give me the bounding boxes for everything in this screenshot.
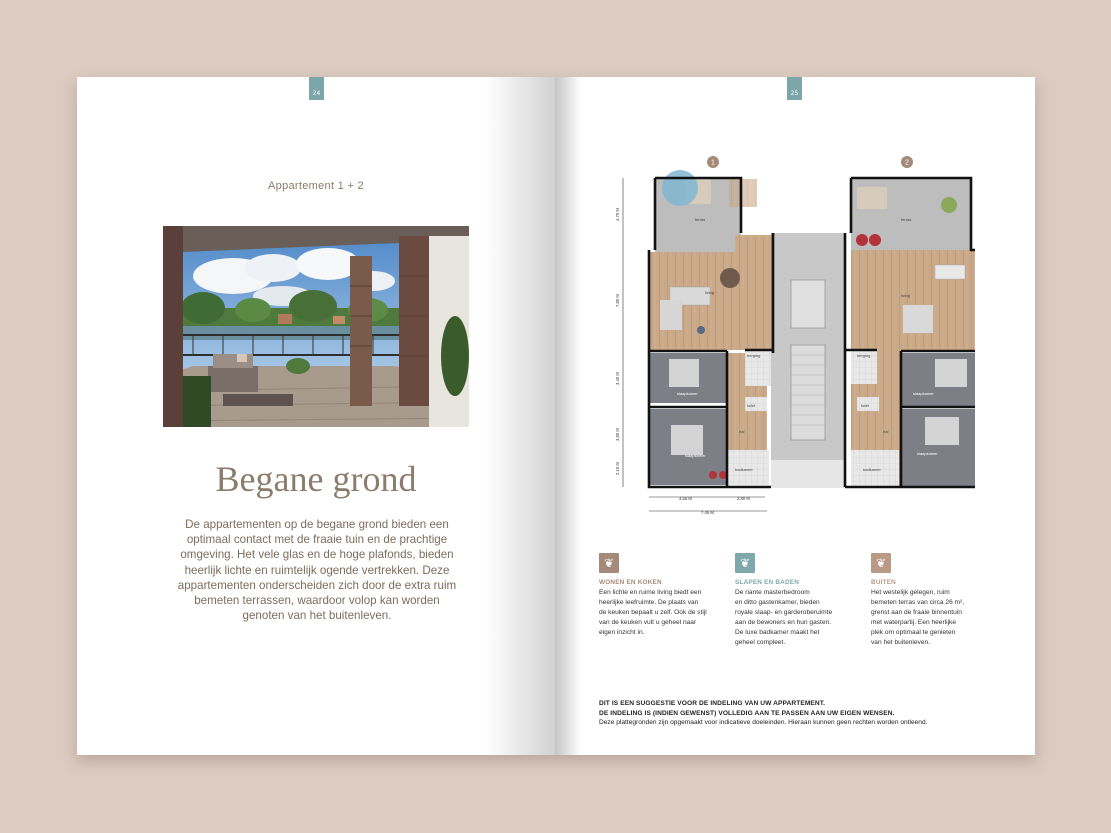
dim-780: 7,80 M [615, 294, 620, 307]
leaf-icon: ❦ [599, 553, 619, 573]
room-label-hal-1: hal [739, 429, 745, 434]
page-number-left: 24 [309, 77, 324, 100]
dim-380: 3,80 M [615, 428, 620, 441]
feature-text: De riante masterbedroom en ditto gastenkamer, bieden royale slaap- en garderoberuimte aan de bewoners en hun gasten. De luxe badkamer maakt het geheel compleet. [735, 589, 833, 646]
dim-745: 7,45 M [701, 510, 714, 515]
room-label-living-2: living [901, 293, 911, 298]
unit-marker-1 [707, 156, 719, 168]
room-label-berging-1: berging [747, 353, 761, 358]
gutter-shadow-right [555, 77, 581, 755]
terrace-photo [163, 226, 469, 427]
unit-marker-2 [901, 156, 913, 168]
room-label-hal-2: hal [883, 429, 889, 434]
disclaimer-line-3: Deze plattegronden zijn opgemaakt voor indicatieve doeleinden. Hieraan kunnen geen rechten worden ontleend. [599, 719, 928, 727]
feature-slapen [735, 553, 855, 648]
gutter-shadow [485, 77, 555, 755]
section-subtitle: Appartement 1 + 2 [268, 180, 364, 192]
dim-455: 4,55 M [679, 496, 692, 501]
room-label-terras-1: terras [695, 217, 706, 222]
dim-470: 4,70 M [615, 208, 620, 221]
brochure-spread [77, 77, 1035, 755]
disclaimer-line-2: DE INDELING IS (INDIEN GEWENST) VOLLEDIG AAN TE PASSEN AAN UW EIGEN WENSEN. [599, 709, 895, 717]
unit-2-plan [845, 178, 975, 487]
left-page [77, 77, 555, 755]
room-label-terras-2: terras [901, 217, 912, 222]
disclaimer-line-1: DIT IS EEN SUGGESTIE VOOR DE INDELING VAN UW APPARTEMENT. [599, 700, 826, 707]
room-label-badkamer-1: badkamer [735, 467, 753, 472]
room-label-slaapkamer-1b: slaapkamer [685, 453, 706, 458]
floor-plan [595, 145, 975, 525]
feature-wonen [599, 553, 719, 638]
room-label-slaapkamer-1: slaapkamer [677, 391, 698, 396]
room-label-toilet-1: toilet [747, 404, 756, 408]
disclaimer [599, 699, 999, 728]
leaf-icon: ❦ [735, 553, 755, 573]
right-page [555, 77, 1035, 755]
feature-buiten [871, 553, 991, 648]
svg-text:2: 2 [905, 159, 909, 167]
intro-paragraph: De appartementen op de begane grond bieden een optimaal contact met de fraaie tuin en de prachtige omgeving. Het vele glas en de hoge plafonds, bieden heerlijk lichte en ruimtelijk ogende vertrekken. Deze appartementen onderscheiden zich door de extra ruim bemeten terrassen, waardoor volop kan worden genoten van het buitenleven. [177, 518, 457, 623]
feature-title: BUITEN [871, 579, 896, 586]
unit-1-plan [649, 170, 773, 487]
room-label-toilet-2: toilet [861, 404, 870, 408]
room-label-berging-2: berging [857, 353, 871, 358]
dim-340: 3,40 M [615, 372, 620, 385]
room-label-living-1: living [705, 290, 715, 295]
headline: Begane grond [215, 459, 417, 499]
feature-title: SLAPEN EN BADEN [735, 579, 800, 586]
dim-215: 2,15 M [615, 462, 620, 475]
leaf-icon: ❦ [871, 553, 891, 573]
page-number-right: 25 [787, 77, 802, 100]
room-label-slaapkamer-2b: slaapkamer [917, 451, 938, 456]
dim-280: 2,80 M [737, 496, 750, 501]
room-label-badkamer-2: badkamer [863, 467, 881, 472]
feature-text: Het westelijk gelegen, ruim bemeten terras van circa 26 m², grenst aan de fraaie binnentuin met waterpartij. Een heerlijke plek om optimaal te genieten van het buitenleven. [871, 589, 965, 646]
feature-title: WONEN EN KOKEN [599, 579, 662, 586]
feature-text: Een lichte en ruime living biedt een heerlijke leefruimte. De plaats van de keuken bepaalt u zelf. Ook de stijl van de keuken vult u geheel naar eigen inzicht in. [599, 589, 707, 636]
room-label-slaapkamer-2: slaapkamer [913, 391, 934, 396]
svg-text:1: 1 [711, 159, 715, 167]
